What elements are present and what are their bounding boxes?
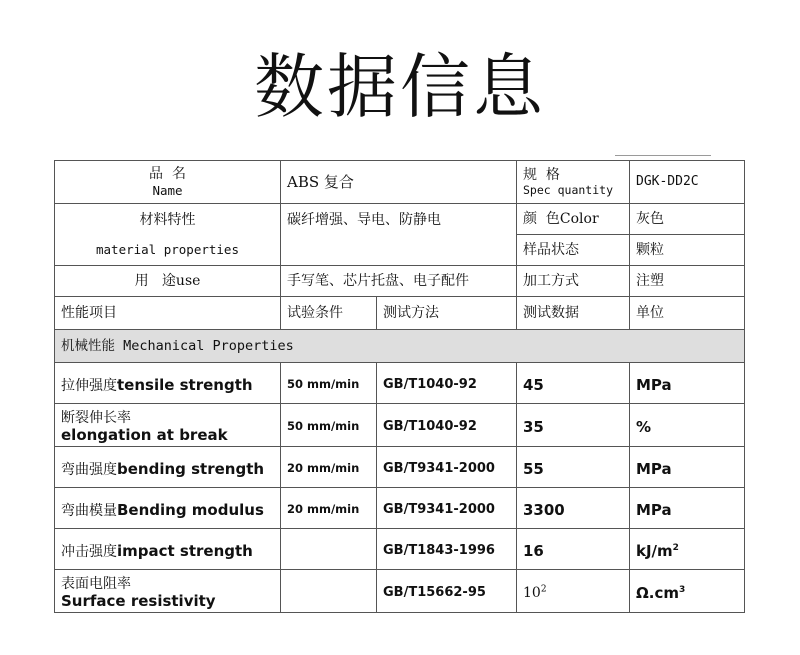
header-method: 测试方法: [377, 297, 517, 330]
test-value: 45: [517, 363, 630, 404]
use-label: 用 途use: [55, 266, 281, 297]
property-name-en: Surface resistivity: [61, 592, 216, 611]
property-name-en: impact strength: [117, 541, 253, 560]
page-title: 数据信息: [254, 46, 546, 128]
test-unit: MPa: [630, 447, 745, 488]
table-row: [55, 266, 745, 297]
property-name-en: tensile strength: [117, 375, 253, 394]
test-condition: 50 mm/min: [281, 404, 377, 447]
spec-value: DGK-DD2C: [630, 161, 745, 204]
section-row: [55, 330, 745, 363]
table-row: [55, 363, 745, 404]
value-base: 10: [523, 584, 541, 601]
spec-label-cn: 规 格: [523, 166, 560, 183]
header-unit: 单位: [630, 297, 745, 330]
table-row: [55, 529, 745, 570]
header-item: 性能项目: [55, 297, 281, 330]
sample-value: 颗粒: [630, 235, 745, 266]
unit-base: kJ/m: [636, 542, 673, 560]
unit-base: Ω.cm: [636, 584, 679, 602]
process-value: 注塑: [630, 266, 745, 297]
section-label: 机械性能 Mechanical Properties: [55, 330, 745, 363]
test-method: GB/T9341-2000: [377, 488, 517, 529]
table-row: [55, 570, 745, 613]
process-label: 加工方式: [517, 266, 630, 297]
property-name: [55, 447, 281, 488]
property-name-en: bending strength: [117, 459, 265, 478]
table-row: [55, 404, 745, 447]
spec-label-en: Spec quantity: [523, 182, 614, 197]
property-name-cn: 拉伸强度: [61, 377, 117, 394]
test-method: GB/T1040-92: [377, 363, 517, 404]
property-name-en: elongation at break: [61, 426, 228, 445]
test-unit: MPa: [630, 363, 745, 404]
property-name: [55, 488, 281, 529]
test-condition: 20 mm/min: [281, 488, 377, 529]
property-name-cn: 弯曲强度: [61, 461, 117, 478]
test-unit: [630, 570, 745, 613]
table-row: [55, 204, 745, 235]
unit-superscript: 2: [672, 543, 679, 553]
test-value: 55: [517, 447, 630, 488]
table-row: [55, 161, 745, 204]
test-unit: MPa: [630, 488, 745, 529]
sample-label: 样品状态: [517, 235, 630, 266]
properties-table: [54, 160, 745, 613]
table-row: [55, 488, 745, 529]
header-data: 测试数据: [517, 297, 630, 330]
test-unit: [630, 529, 745, 570]
material-label-cell: [55, 204, 281, 266]
property-name-cn: 表面电阻率: [61, 575, 131, 592]
name-label-en: Name: [152, 182, 183, 198]
name-value: ABS 复合: [281, 161, 517, 204]
test-value: 35: [517, 404, 630, 447]
name-label-cell: [55, 161, 281, 204]
color-value: 灰色: [630, 204, 745, 235]
material-value: 碳纤增强、导电、防静电: [281, 204, 517, 266]
property-name-cn: 冲击强度: [61, 543, 117, 560]
test-method: GB/T1843-1996: [377, 529, 517, 570]
material-label-cn: 材料特性: [139, 211, 196, 228]
column-header-row: [55, 297, 745, 330]
property-name: [55, 529, 281, 570]
header-condition: 试验条件: [281, 297, 377, 330]
test-method: GB/T15662-95: [377, 570, 517, 613]
use-value: 手写笔、芯片托盘、电子配件: [281, 266, 517, 297]
property-name: [55, 404, 281, 447]
decorative-rule: [615, 155, 711, 156]
test-condition: 20 mm/min: [281, 447, 377, 488]
property-name-en: Bending modulus: [117, 500, 264, 519]
test-unit: %: [630, 404, 745, 447]
test-method: GB/T1040-92: [377, 404, 517, 447]
test-value: 3300: [517, 488, 630, 529]
material-label-en: material properties: [96, 242, 239, 258]
test-condition: [281, 529, 377, 570]
unit-superscript: 3: [678, 585, 686, 595]
test-condition: [281, 570, 377, 613]
test-method: GB/T9341-2000: [377, 447, 517, 488]
test-value: [517, 570, 630, 613]
spec-label-cell: [517, 161, 630, 204]
property-name-cn: 弯曲模量: [61, 502, 117, 519]
color-label: 颜 色Color: [517, 204, 630, 235]
property-name-cn: 断裂伸长率: [61, 409, 131, 426]
property-name: [55, 570, 281, 613]
test-condition: 50 mm/min: [281, 363, 377, 404]
test-value: 16: [517, 529, 630, 570]
value-superscript: 2: [540, 583, 547, 594]
table-row: [55, 447, 745, 488]
name-label-cn: 品 名: [149, 166, 186, 183]
property-name: [55, 363, 281, 404]
